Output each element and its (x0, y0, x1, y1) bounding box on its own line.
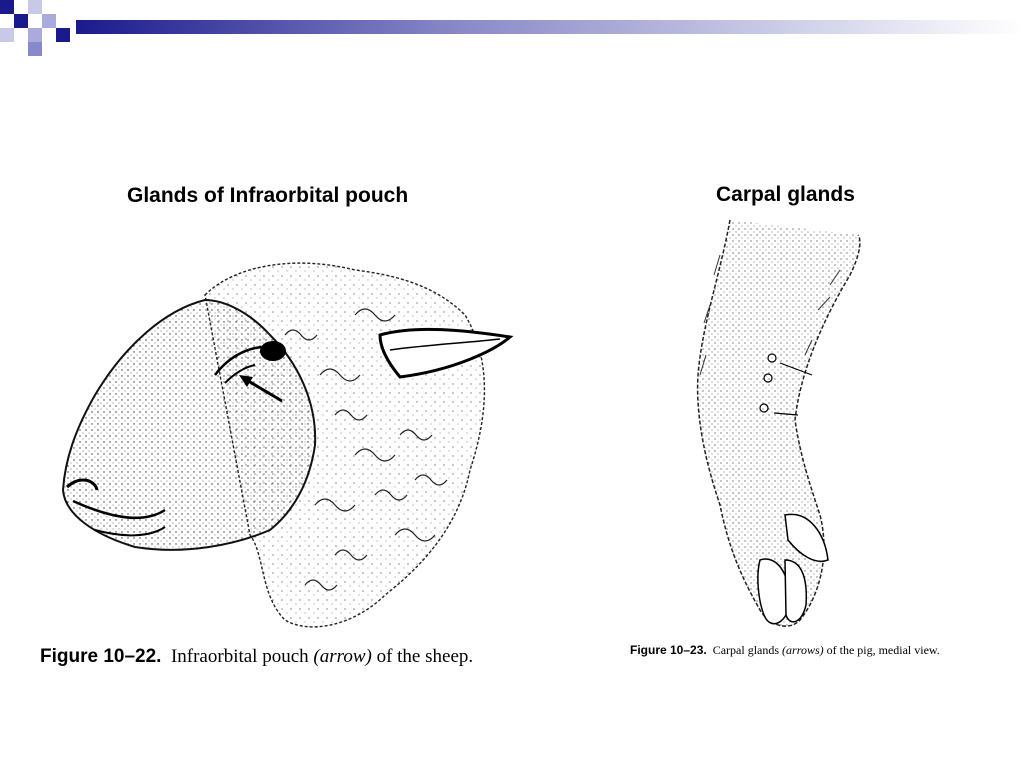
decor-square (56, 28, 70, 42)
caption-text: Infraorbital pouch (170, 646, 314, 667)
caption-text: of the pig, medial view. (823, 643, 940, 657)
sheep-head-illustration (55, 255, 525, 640)
decor-square (42, 14, 56, 28)
decor-square (28, 0, 42, 14)
pig-foreleg-illustration (690, 215, 890, 635)
decor-square (28, 42, 42, 56)
title-band (76, 20, 1024, 34)
decor-square (14, 14, 28, 28)
caption-italic: (arrow) (313, 646, 372, 667)
caption-label: Figure 10–22. (40, 646, 162, 667)
left-figure-caption (40, 646, 473, 668)
left-heading: Glands of Infraorbital pouch (127, 184, 409, 207)
caption-label: Figure 10–23. (630, 643, 707, 657)
caption-text: of the sheep. (371, 646, 474, 667)
right-figure-caption (630, 642, 960, 659)
decor-square (0, 28, 14, 42)
right-heading: Carpal glands (716, 183, 855, 206)
caption-italic: (arrows) (782, 643, 824, 657)
caption-text: Carpal glands (712, 643, 783, 657)
decor-square (42, 0, 56, 14)
decor-square (28, 28, 42, 42)
title-decoration (0, 0, 1024, 64)
decor-square (14, 0, 28, 14)
decor-square (0, 0, 14, 14)
